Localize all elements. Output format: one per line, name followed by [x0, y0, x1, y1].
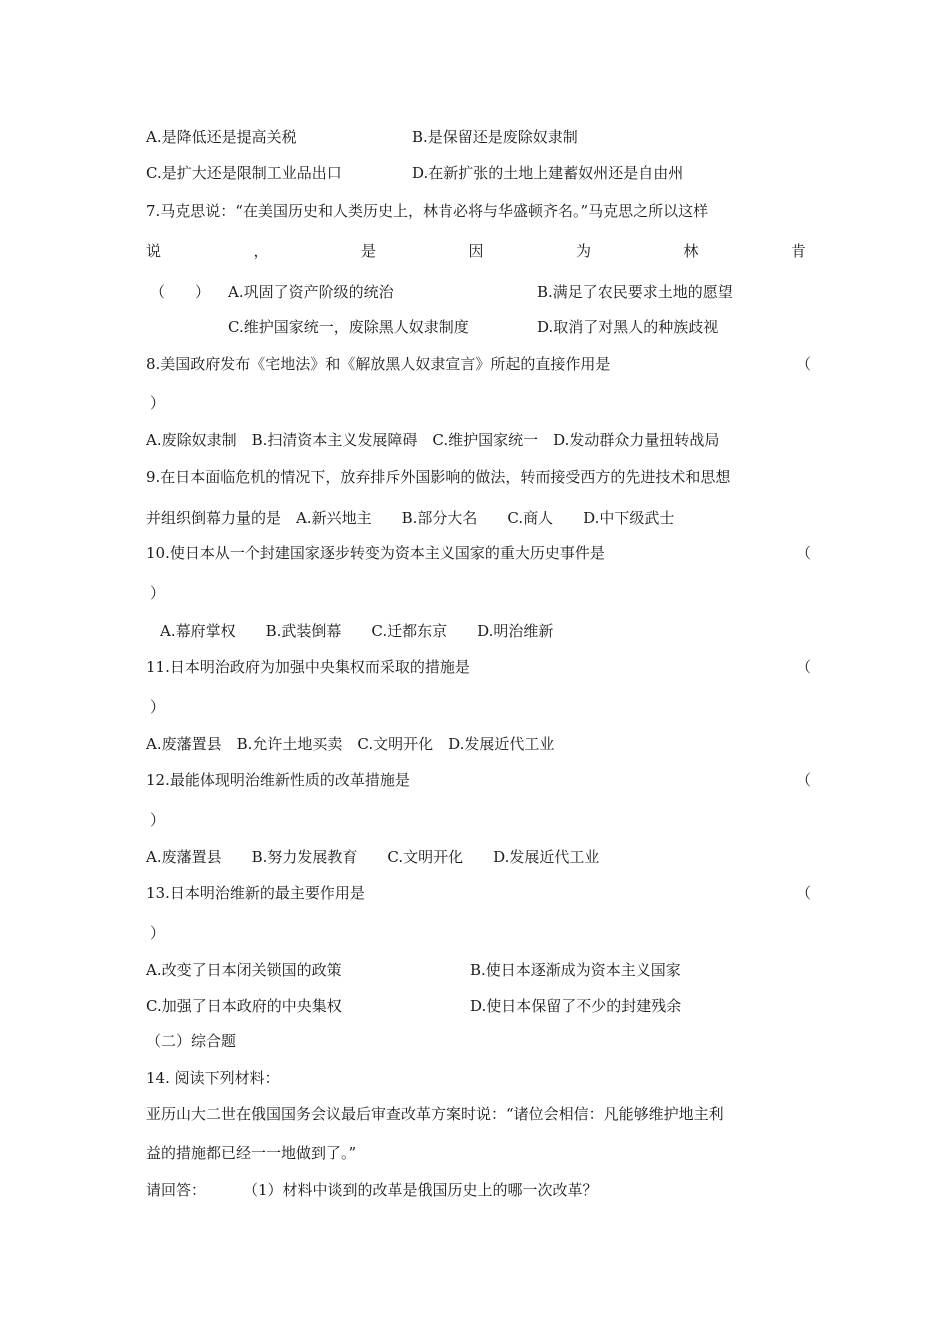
q6-option-a: A.是降低还是提高关税: [146, 128, 297, 146]
q8-stem: 8.美国政府发布《宅地法》和《解放黑人奴隶宣言》所起的直接作用是: [146, 355, 611, 373]
q6-option-d: D.在新扩张的土地上建蓄奴州还是自由州: [412, 164, 684, 182]
q7-stem: 7.马克思说：“在美国历史和人类历史上，林肯必将与华盛顿齐名。”马克思之所以这样: [146, 202, 709, 220]
q13-option-c: C.加强了日本政府的中央集权: [146, 997, 342, 1015]
q6-option-c: C.是扩大还是限制工业品出口: [146, 164, 342, 182]
q10-options: A.幕府掌权 B.武装倒幕 C.迁都东京 D.明治维新: [160, 622, 554, 640]
q9-stem-options: 并组织倒幕力量的是 A.新兴地主 B.部分大名 C.商人 D.中下级武士: [146, 509, 675, 527]
q13-option-d: D.使日本保留了不少的封建残余: [470, 997, 682, 1015]
q12-right-paren: ）: [150, 811, 166, 829]
q7-stem-char: 是: [360, 242, 376, 260]
q7-answer-blank: （ ）: [150, 283, 211, 301]
q8-right-paren: ）: [150, 394, 166, 412]
q14-material-line2: 益的措施都已经一一地做到了。”: [146, 1144, 357, 1162]
q14-subquestion-1: （1）材料中谈到的改革是俄国历史上的哪一次改革？: [243, 1181, 598, 1199]
q7-stem-char: 说: [146, 242, 162, 260]
q7-stem-char: ，: [253, 242, 269, 260]
q13-option-b: B.使日本逐渐成为资本主义国家: [470, 961, 681, 979]
q8-left-paren: （: [796, 355, 812, 373]
q13-stem: 13.日本明治维新的最主要作用是: [146, 884, 365, 902]
q7-stem-continued: [146, 241, 806, 261]
q7-option-a: A.巩固了资产阶级的统治: [228, 283, 394, 301]
q10-right-paren: ）: [150, 584, 166, 602]
q7-option-d: D.取消了对黑人的种族歧视: [537, 318, 719, 336]
q7-stem-char: 因: [468, 242, 484, 260]
q7-stem-char: 林: [683, 242, 699, 260]
q7-stem-char: 为: [575, 242, 591, 260]
q10-left-paren: （: [796, 544, 812, 562]
q7-option-c: C.维护国家统一，废除黑人奴隶制度: [228, 318, 469, 336]
q12-left-paren: （: [796, 771, 812, 789]
q11-left-paren: （: [796, 658, 812, 676]
q12-stem: 12.最能体现明治维新性质的改革措施是: [146, 771, 410, 789]
q14-material-line1: 亚历山大二世在俄国国务会议最后审查改革方案时说：“诸位会相信：凡能够维护地主利: [146, 1105, 724, 1123]
q14-stem: 14. 阅读下列材料：: [146, 1069, 280, 1087]
q11-options: A.废藩置县 B.允许土地买卖 C.文明开化 D.发展近代工业: [146, 735, 555, 753]
q13-option-a: A.改变了日本闭关锁国的政策: [146, 961, 342, 979]
q12-options: A.废藩置县 B.努力发展教育 C.文明开化 D.发展近代工业: [146, 848, 600, 866]
section-heading-comprehensive: （二）综合题: [146, 1032, 237, 1050]
q13-right-paren: ）: [150, 924, 166, 942]
q10-stem: 10.使日本从一个封建国家逐步转变为资本主义国家的重大历史事件是: [146, 544, 605, 562]
q9-stem: 9.在日本面临危机的情况下，放弃排斥外国影响的做法，转而接受西方的先进技术和思想: [146, 468, 731, 486]
q6-option-b: B.是保留还是废除奴隶制: [412, 128, 578, 146]
q11-stem: 11.日本明治政府为加强中央集权而采取的措施是: [146, 658, 470, 676]
q7-stem-char: 肯: [790, 242, 806, 260]
q7-option-b: B.满足了农民要求土地的愿望: [537, 283, 733, 301]
q13-left-paren: （: [796, 884, 812, 902]
q14-ask-label: 请回答：: [146, 1181, 207, 1199]
q11-right-paren: ）: [150, 698, 166, 716]
q8-options: A.废除奴隶制 B.扫清资本主义发展障碍 C.维护国家统一 D.发动群众力量扭转战局: [146, 431, 720, 449]
